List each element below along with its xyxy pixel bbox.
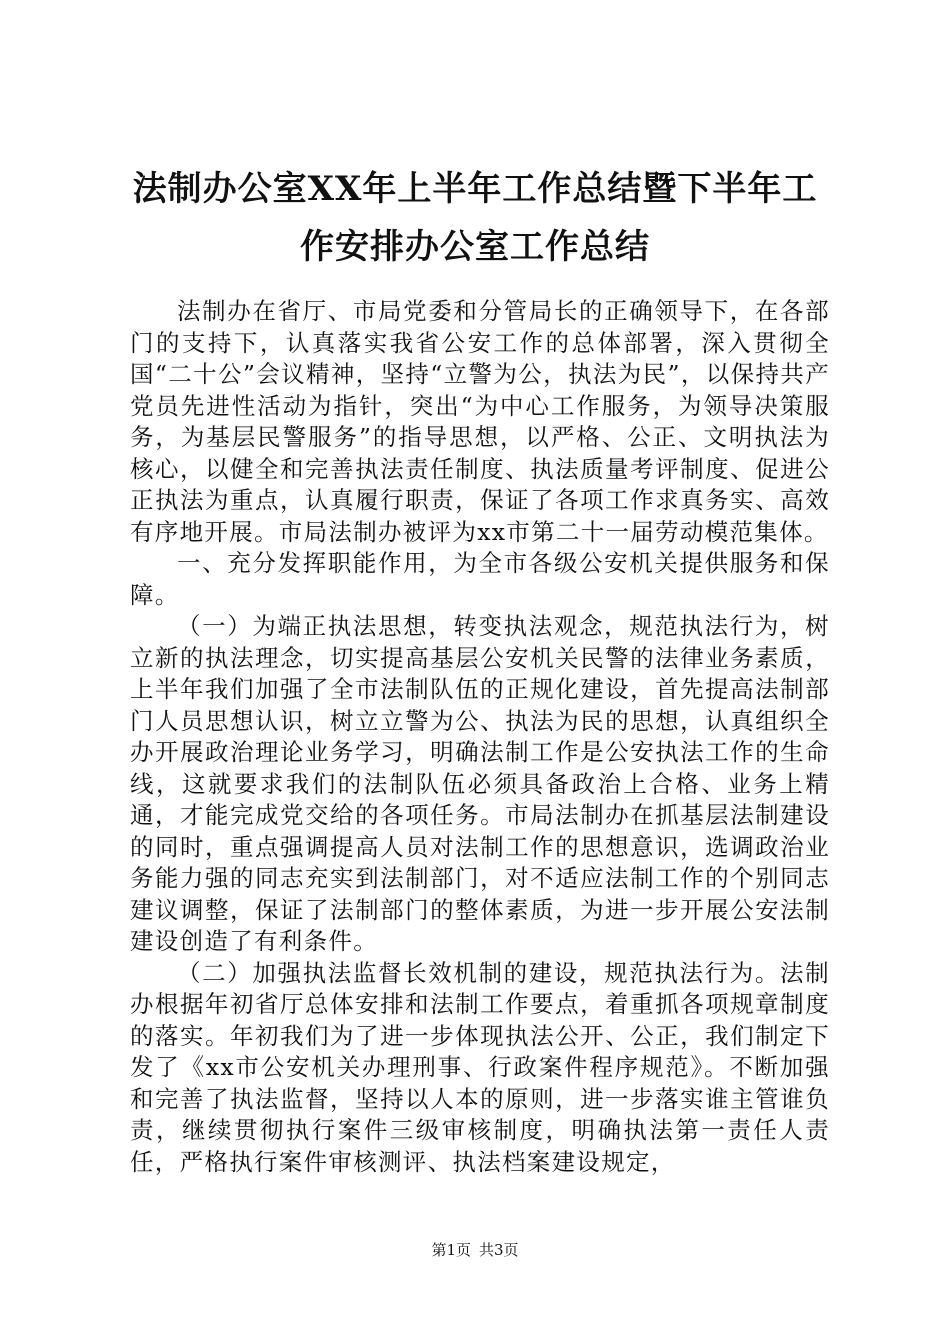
paragraph-subsection-2: （二）加强执法监督长效机制的建设，规范执法行为。法制办根据年初省厅总体安排和法制工作要点，着重抓各项规章制度的落实。年初我们为了进一步体现执法公开、公正，我们制定下发了《xx市公安机关办理刑事、行政案件程序规范》。不断加强和完善了执法监督，坚持以人本的原则，进一步落实谁主管谁负责，继续贯彻执行案件三级审核制度，明确执法第一责任人责任，严格执行案件审核测评、执法档案建设规定， <box>130 958 830 1176</box>
document-body <box>130 296 830 1178</box>
title-line-1: 法制办公室XX年上半年工作总结暨下半年工 <box>132 169 818 209</box>
page-total: 共3页 <box>479 1241 519 1259</box>
paragraph-section-1-heading: 一、充分发挥职能作用，为全市各级公安机关提供服务和保障。 <box>130 549 830 609</box>
paragraph-intro: 法制办在省厅、市局党委和分管局长的正确领导下，在各部门的支持下，认真落实我省公安工作的总体部署，深入贯彻全国“二十公”会议精神，坚持“立警为公，执法为民”，以保持共产党员先进性活动为指针，突出“为中心工作服务，为领导决策服务，为基层民警服务”的指导思想，以严格、公正、文明执法为核心，以健全和完善执法责任制度、执法质量考评制度、促进公正执法为重点，认真履行职责，保证了各项工作求真务实、高效有序地开展。市局法制办被评为xx市第二十一届劳动模范集体。 <box>130 297 830 546</box>
page-number: 第1页 <box>431 1241 471 1259</box>
title-line-2: 作安排办公室工作总结 <box>300 227 650 267</box>
page-footer <box>0 1240 950 1260</box>
document-title <box>120 160 830 276</box>
paragraph-subsection-1: （一）为端正执法思想，转变执法观念，规范执法行为，树立新的执法理念，切实提高基层公安机关民警的法律业务素质，上半年我们加强了全市法制队伍的正规化建设，首先提高法制部门人员思想认识，树立立警为公、执法为民的思想，认真组织全办开展政治理论业务学习，明确法制工作是公安执法工作的生命线，这就要求我们的法制队伍必须具备政治上合格、业务上精通，才能完成党交给的各项任务。市局法制办在抓基层法制建设的同时，重点强调提高人员对法制工作的思想意识，选调政治业务能力强的同志充实到法制部门，对不适应法制工作的个别同志建议调整，保证了法制部门的整体素质，为进一步开展公安法制建设创造了有利条件。 <box>130 612 830 955</box>
